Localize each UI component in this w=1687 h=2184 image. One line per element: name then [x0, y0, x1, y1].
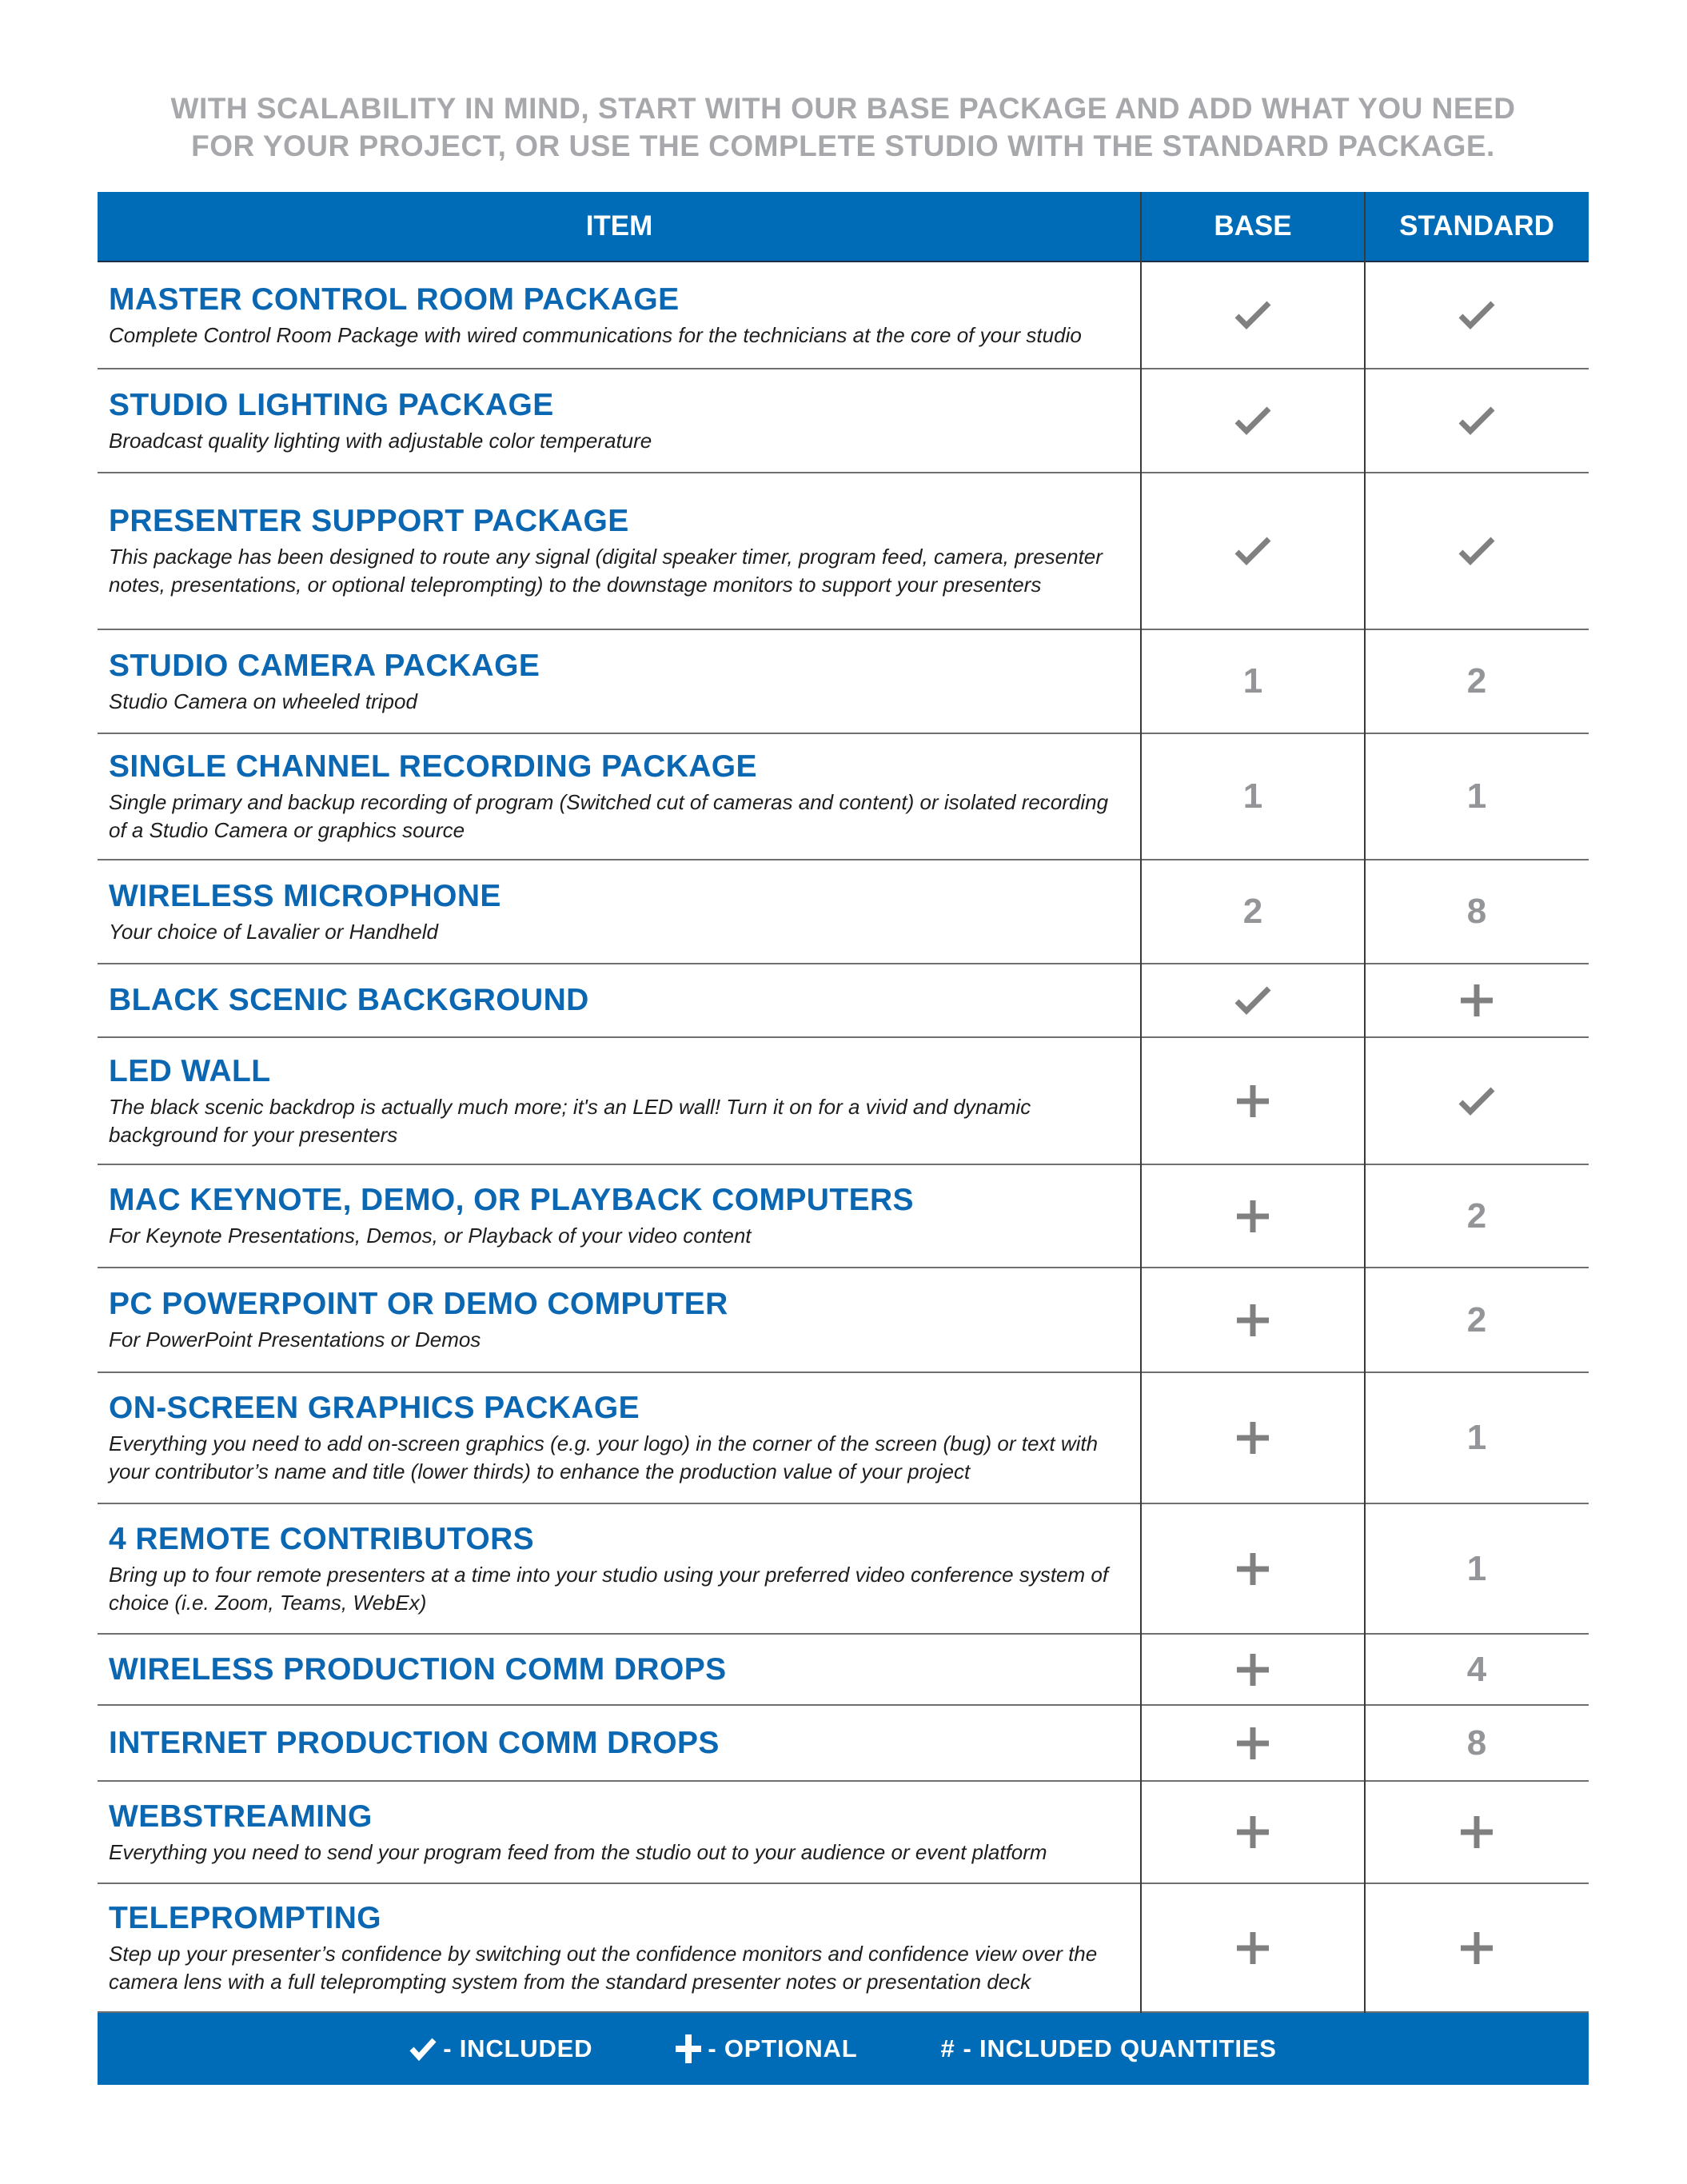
- check-icon: [1234, 985, 1271, 1016]
- base-cell: [1141, 964, 1365, 1036]
- hash-symbol: #: [940, 2034, 955, 2062]
- standard-cell: [1365, 1038, 1589, 1164]
- item-title: PC POWERPOINT OR DEMO COMPUTER: [109, 1287, 728, 1321]
- legend-optional-label: - OPTIONAL: [708, 2034, 858, 2062]
- base-cell: [1141, 630, 1365, 733]
- standard-quantity: 1: [1466, 777, 1487, 816]
- column-divider-base: [1140, 192, 1142, 2013]
- check-icon: [1458, 405, 1495, 436]
- item-title: STUDIO CAMERA PACKAGE: [109, 648, 540, 683]
- standard-quantity: 1: [1466, 1548, 1487, 1588]
- item-description: Bring up to four remote presenters at a time into your studio using your preferred video conference system of choice (i.e. Zoom, Teams, WebEx): [109, 1562, 1109, 1615]
- standard-cell: [1365, 734, 1589, 859]
- item-description: For PowerPoint Presentations or Demos: [109, 1328, 481, 1352]
- item-cell: [109, 262, 1128, 368]
- header-base: BASE: [1214, 210, 1292, 242]
- base-cell: [1141, 1165, 1365, 1267]
- standard-cell: [1365, 1706, 1589, 1780]
- item-title: INTERNET PRODUCTION COMM DROPS: [109, 1725, 720, 1760]
- item-title: MASTER CONTROL ROOM PACKAGE: [109, 281, 680, 317]
- column-divider-standard: [1364, 192, 1366, 2013]
- base-cell: [1141, 1782, 1365, 1883]
- standard-quantity: 1: [1466, 1418, 1487, 1457]
- plus-icon: [1237, 1200, 1269, 1232]
- check-icon: [1234, 300, 1271, 330]
- legend-optional: [676, 2034, 857, 2063]
- intro-line-2: FOR YOUR PROJECT, OR USE THE COMPLETE STUDIO WITH THE STANDARD PACKAGE.: [191, 130, 1495, 162]
- plus-icon: [1237, 1553, 1269, 1585]
- standard-quantity: 2: [1466, 1300, 1487, 1340]
- legend-quantities-label: - INCLUDED QUANTITIES: [963, 2034, 1277, 2062]
- standard-cell: [1365, 1165, 1589, 1267]
- standard-quantity: 4: [1466, 1649, 1487, 1689]
- item-cell: [109, 1884, 1128, 2011]
- item-title: WIRELESS PRODUCTION COMM DROPS: [109, 1651, 727, 1687]
- plus-icon: [1461, 984, 1493, 1016]
- item-title: SINGLE CHANNEL RECORDING PACKAGE: [109, 749, 757, 784]
- item-title: LED WALL: [109, 1053, 271, 1088]
- standard-quantity: 2: [1466, 661, 1487, 701]
- standard-cell: [1365, 1884, 1589, 2011]
- item-description: Single primary and backup recording of program (Switched cut of cameras and content) or isolated recording of a Studio Camera or graphics source: [109, 790, 1109, 842]
- item-description: Everything you need to add on-screen graphics (e.g. your logo) in the corner of the screen (bug) or text with your contributor’s name and title (lower thirds) to enhance the production value of your project: [109, 1431, 1099, 1483]
- plus-icon: [1237, 1422, 1269, 1454]
- base-cell: [1141, 860, 1365, 963]
- plus-icon: [1461, 1932, 1493, 1964]
- header-standard: STANDARD: [1399, 210, 1554, 242]
- standard-cell: [1365, 1504, 1589, 1633]
- check-icon: [1458, 536, 1495, 566]
- base-cell: [1141, 262, 1365, 368]
- base-cell: [1141, 1706, 1365, 1780]
- base-cell: [1141, 734, 1365, 859]
- item-description: Everything you need to send your program feed from the studio out to your audience or event platform: [109, 1839, 1047, 1864]
- item-title: MAC KEYNOTE, DEMO, OR PLAYBACK COMPUTERS: [109, 1183, 914, 1217]
- item-description: For Keynote Presentations, Demos, or Playback of your video content: [109, 1224, 752, 1248]
- plus-icon: [1237, 1085, 1269, 1117]
- legend-included-label: - INCLUDED: [443, 2034, 593, 2062]
- standard-cell: [1365, 860, 1589, 963]
- item-description: This package has been designed to route any signal (digital speaker timer, program feed, camera, presenter notes, presentations, or optional teleprompting) to the downstage monitors to support your presenters: [109, 545, 1103, 597]
- base-cell: [1141, 1504, 1365, 1633]
- item-cell: [109, 734, 1128, 859]
- item-description: Studio Camera on wheeled tripod: [109, 689, 417, 713]
- item-cell: [109, 860, 1128, 963]
- item-cell: [109, 369, 1128, 472]
- item-cell: [109, 1165, 1128, 1267]
- plus-icon: [676, 2034, 701, 2063]
- base-quantity: 1: [1242, 777, 1263, 816]
- item-title: STUDIO LIGHTING PACKAGE: [109, 387, 554, 422]
- check-icon: [1458, 1086, 1495, 1116]
- standard-quantity: 8: [1466, 892, 1487, 931]
- standard-quantity: 8: [1466, 1723, 1487, 1763]
- standard-cell: [1365, 369, 1589, 472]
- item-description: Your choice of Lavalier or Handheld: [109, 919, 438, 944]
- item-description: The black scenic backdrop is actually much more; it's an LED wall! Turn it on for a vivid and dynamic background for your presenters: [109, 1094, 1031, 1147]
- check-icon: [1234, 405, 1271, 436]
- item-cell: [109, 964, 1128, 1036]
- base-cell: [1141, 1635, 1365, 1704]
- standard-cell: [1365, 1268, 1589, 1371]
- standard-cell: [1365, 1782, 1589, 1883]
- standard-cell: [1365, 1635, 1589, 1704]
- intro-heading: [98, 90, 1589, 165]
- check-icon: [1458, 300, 1495, 330]
- base-cell: [1141, 369, 1365, 472]
- item-title: WIRELESS MICROPHONE: [109, 878, 501, 913]
- item-description: Complete Control Room Package with wired communications for the technicians at the core of your studio: [109, 322, 1082, 347]
- standard-cell: [1365, 262, 1589, 368]
- base-cell: [1141, 473, 1365, 629]
- intro-line-1: WITH SCALABILITY IN MIND, START WITH OUR BASE PACKAGE AND ADD WHAT YOU NEED: [170, 92, 1516, 125]
- standard-quantity: 2: [1466, 1196, 1487, 1236]
- item-title: WEBSTREAMING: [109, 1799, 373, 1834]
- base-quantity: 1: [1242, 661, 1263, 701]
- item-title: ON-SCREEN GRAPHICS PACKAGE: [109, 1391, 640, 1425]
- base-cell: [1141, 1038, 1365, 1164]
- plus-icon: [1237, 1304, 1269, 1336]
- item-cell: [109, 1268, 1128, 1371]
- standard-cell: [1365, 473, 1589, 629]
- item-cell: [109, 1038, 1128, 1164]
- standard-cell: [1365, 630, 1589, 733]
- item-title: 4 REMOTE CONTRIBUTORS: [109, 1521, 535, 1556]
- standard-cell: [1365, 964, 1589, 1036]
- item-title: BLACK SCENIC BACKGROUND: [109, 983, 589, 1017]
- base-cell: [1141, 1884, 1365, 2011]
- item-cell: [109, 1706, 1128, 1780]
- legend-quantities: [940, 2034, 1276, 2063]
- base-quantity: 2: [1242, 892, 1263, 931]
- plus-icon: [1237, 1932, 1269, 1964]
- item-title: TELEPROMPTING: [109, 1900, 382, 1935]
- item-description: Step up your presenter’s confidence by switching out the confidence monitors and confidence view over the camera lens with a full teleprompting system from the standard presenter notes or presentation deck: [109, 1941, 1098, 1994]
- item-description: Broadcast quality lighting with adjustable color temperature: [109, 428, 652, 453]
- plus-icon: [1237, 1727, 1269, 1759]
- check-icon: [1234, 536, 1271, 566]
- item-title: PRESENTER SUPPORT PACKAGE: [109, 504, 629, 538]
- plus-icon: [1237, 1816, 1269, 1848]
- base-cell: [1141, 1373, 1365, 1503]
- base-cell: [1141, 1268, 1365, 1371]
- item-cell: [109, 1504, 1128, 1633]
- check-icon: [409, 2037, 437, 2061]
- legend-included: [409, 2034, 592, 2063]
- standard-cell: [1365, 1373, 1589, 1503]
- item-cell: [109, 1635, 1128, 1704]
- header-item: ITEM: [585, 210, 653, 242]
- item-cell: [109, 1782, 1128, 1883]
- item-cell: [109, 1373, 1128, 1503]
- item-cell: [109, 630, 1128, 733]
- plus-icon: [1461, 1816, 1493, 1848]
- item-cell: [109, 473, 1128, 629]
- plus-icon: [1237, 1654, 1269, 1686]
- legend-bar: [98, 2013, 1589, 2085]
